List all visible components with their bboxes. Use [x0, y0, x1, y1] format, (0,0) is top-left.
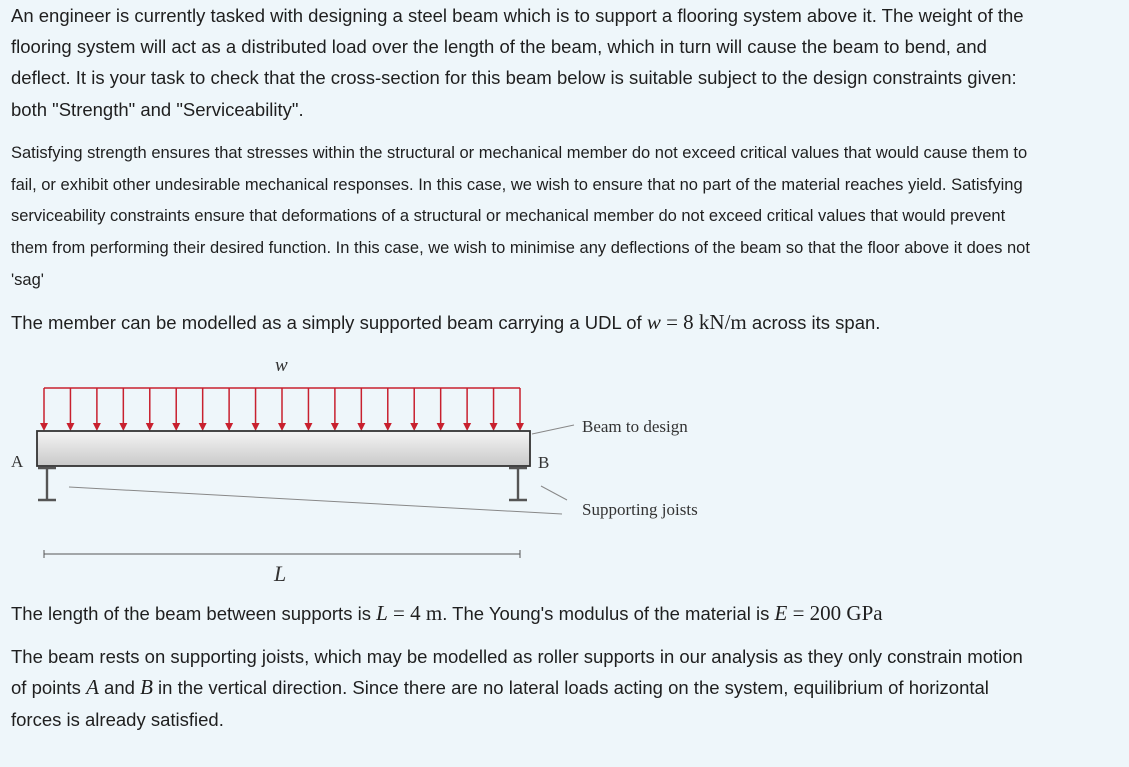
- constraints-line: Satisfying strength ensures that stresses within the structural or mechanical member do not exceed critical values that would cause them to: [11, 144, 1028, 162]
- intro-line: deflect. It is your task to check that the cross-section for this beam below is suitable subject to the design constraints given:: [11, 67, 1017, 88]
- equals-sign: =: [660, 310, 684, 334]
- load-arrow-head: [119, 423, 127, 431]
- equals-sign: =: [387, 601, 411, 625]
- udl-value: 8 kN/m: [683, 310, 747, 334]
- load-arrow-head: [304, 423, 312, 431]
- point-b-label: B: [538, 453, 550, 472]
- supports-text: and: [98, 677, 141, 698]
- load-arrow-head: [331, 423, 339, 431]
- intro-line: flooring system will act as a distributed load over the length of the beam, which in turn will cause the beam to bend, and: [11, 36, 987, 57]
- length-value: 4 m: [410, 601, 443, 625]
- load-arrow-head: [252, 423, 260, 431]
- load-arrow-head: [199, 423, 207, 431]
- point-a-variable: A: [86, 675, 99, 699]
- constraints-line: fail, or exhibit other undesirable mechanical responses. In this case, we wish to ensure that no part of the material reaches yield. Satisfying: [11, 176, 1023, 194]
- udl-load-arrows: [40, 388, 524, 431]
- model-text: The member can be modelled as a simply supported beam carrying a UDL of: [11, 312, 647, 333]
- load-arrow-head: [93, 423, 101, 431]
- supports-text: of points: [11, 677, 87, 698]
- constraints-line: serviceability constraints ensure that deformations of a structural or mechanical member do not exceed critical values that would prevent: [11, 207, 1006, 225]
- supports-line: forces is already satisfied.: [11, 709, 224, 730]
- model-text: across its span.: [746, 312, 881, 333]
- load-arrow-head: [384, 423, 392, 431]
- constraints-line: 'sag': [11, 271, 44, 289]
- left-joist-icon: [38, 468, 56, 500]
- modulus-value: 200 GPa: [809, 601, 883, 625]
- load-arrow-head: [516, 423, 524, 431]
- length-text: . The Young's modulus of the material is: [442, 603, 775, 624]
- supports-text: in the vertical direction. Since there are no lateral loads acting on the system, equilibrium of horizontal: [152, 677, 989, 698]
- model-statement: [11, 307, 880, 339]
- intro-line: both "Strength" and "Serviceability".: [11, 99, 304, 120]
- beam-callout: Beam to design: [582, 417, 688, 436]
- load-arrow-head: [40, 423, 48, 431]
- equals-sign: =: [787, 601, 810, 625]
- load-label: w: [275, 355, 288, 376]
- load-arrow-head: [278, 423, 286, 431]
- load-arrow-head: [410, 423, 418, 431]
- modulus-variable: E: [774, 601, 788, 625]
- udl-variable: w: [646, 310, 661, 334]
- point-a-label: A: [11, 452, 24, 471]
- load-arrow-head: [490, 423, 498, 431]
- length-dimension-line: [44, 550, 520, 558]
- supports-line: The beam rests on supporting joists, which may be modelled as roller supports in our analysis as they only constrain motion: [11, 646, 1023, 667]
- length-variable: L: [376, 601, 388, 625]
- joist-leader-line: [69, 487, 562, 514]
- constraints-line: them from performing their desired function. In this case, we wish to minimise any deflections of the beam so that the floor above it does not: [11, 239, 1030, 257]
- load-arrow-head: [225, 423, 233, 431]
- intro-line: An engineer is currently tasked with designing a steel beam which is to support a flooring system above it. The weight of the: [11, 5, 1024, 26]
- length-label: L: [274, 561, 287, 586]
- load-arrow-head: [146, 423, 154, 431]
- point-b-variable: B: [140, 675, 153, 699]
- right-joist-icon: [509, 468, 527, 500]
- supports-line: [11, 672, 989, 704]
- joist-callout: Supporting joists: [582, 500, 698, 519]
- load-arrow-head: [357, 423, 365, 431]
- load-arrow-head: [437, 423, 445, 431]
- beam-diagram: [0, 345, 760, 590]
- load-arrow-head: [66, 423, 74, 431]
- length-text: The length of the beam between supports is: [11, 603, 377, 624]
- joist-leader-line: [541, 486, 567, 500]
- beam: [37, 431, 530, 466]
- load-arrow-head: [172, 423, 180, 431]
- beam-leader-line: [532, 425, 574, 434]
- load-arrow-head: [463, 423, 471, 431]
- length-statement: [11, 598, 883, 630]
